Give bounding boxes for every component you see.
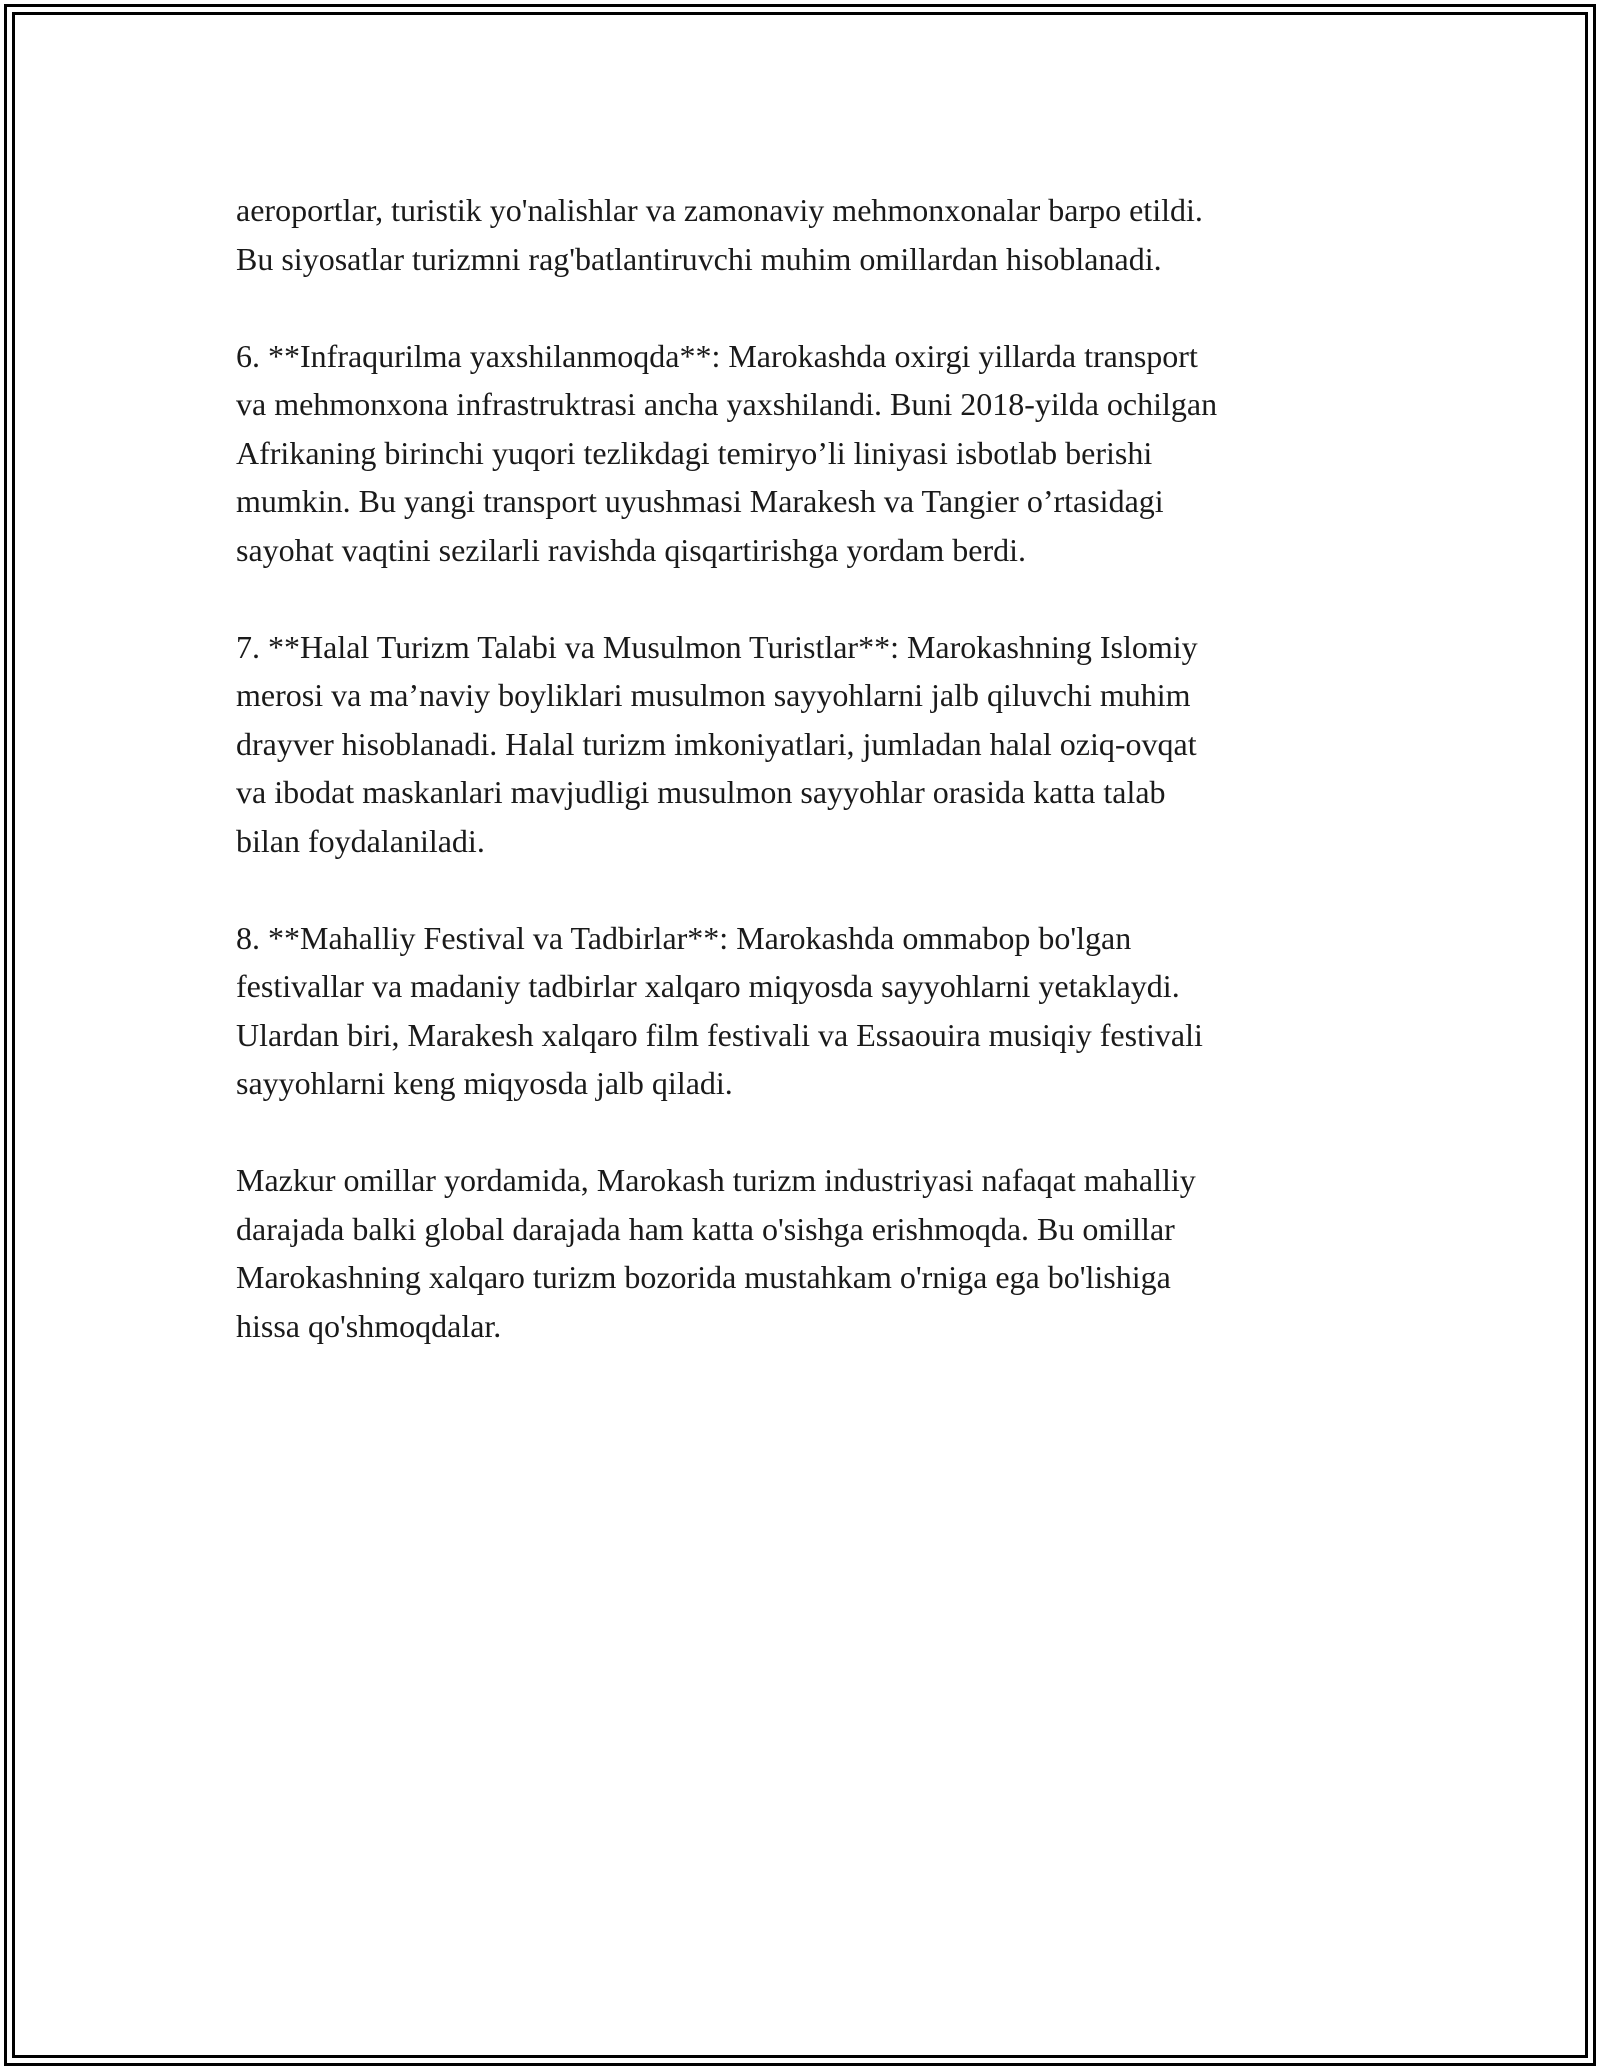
paragraph-conclusion: Mazkur omillar yordamida, Marokash turizm industriyasi nafaqat mahalliy darajada balki global darajada ham katta o'sishga erishmoqda. Bu omillar Marokashning xalqaro turizm bozorida mustahkam o'rniga ega bo'lishiga hissa qo'shmoqdalar. — [236, 1162, 1196, 1344]
paragraph-item-6-infrastructure: 6. **Infraqurilma yaxshilanmoqda**: Marokashda oxirgi yillarda transport va mehmonxona infrastruktrasi ancha yaxshilandi. Buni 2018-yilda ochilgan Afrikaning birinchi yuqori tezlikdagi temiryo’li liniyasi isbotlab berishi mumkin. Bu yangi transport uyushmasi Marakesh va Tangier o’rtasidagi sayohat vaqtini sezilarli ravishda qisqartirishga yordam berdi. — [236, 337, 1218, 568]
document-body — [236, 186, 1376, 1399]
paragraph-intro-continuation: aeroportlar, turistik yo'nalishlar va zamonaviy mehmonxonalar barpo etildi. Bu siyosatlar turizmni rag'batlantiruvchi muhim omillardan hisoblanadi. — [236, 192, 1203, 277]
paragraph-item-8-festivals: 8. **Mahalliy Festival va Tadbirlar**: Marokashda ommabop bo'lgan festivallar va madaniy tadbirlar xalqaro miqyosda sayyohlarni yetaklaydi. Ulardan biri, Marakesh xalqaro film festivali va Essaouira musiqiy festivali sayyohlarni keng miqyosda jalb qiladi. — [236, 919, 1203, 1101]
paragraph-item-7-halal-tourism: 7. **Halal Turizm Talabi va Musulmon Turistlar**: Marokashning Islomiy merosi va ma’naviy boyliklari musulmon sayyohlarni jalb qiluvchi muhim drayver hisoblanadi. Halal turizm imkoniyatlari, jumladan halal oziq-ovqat va ibodat maskanlari mavjudligi musulmon sayyohlar orasida katta talab bilan foydalaniladi. — [236, 628, 1198, 859]
